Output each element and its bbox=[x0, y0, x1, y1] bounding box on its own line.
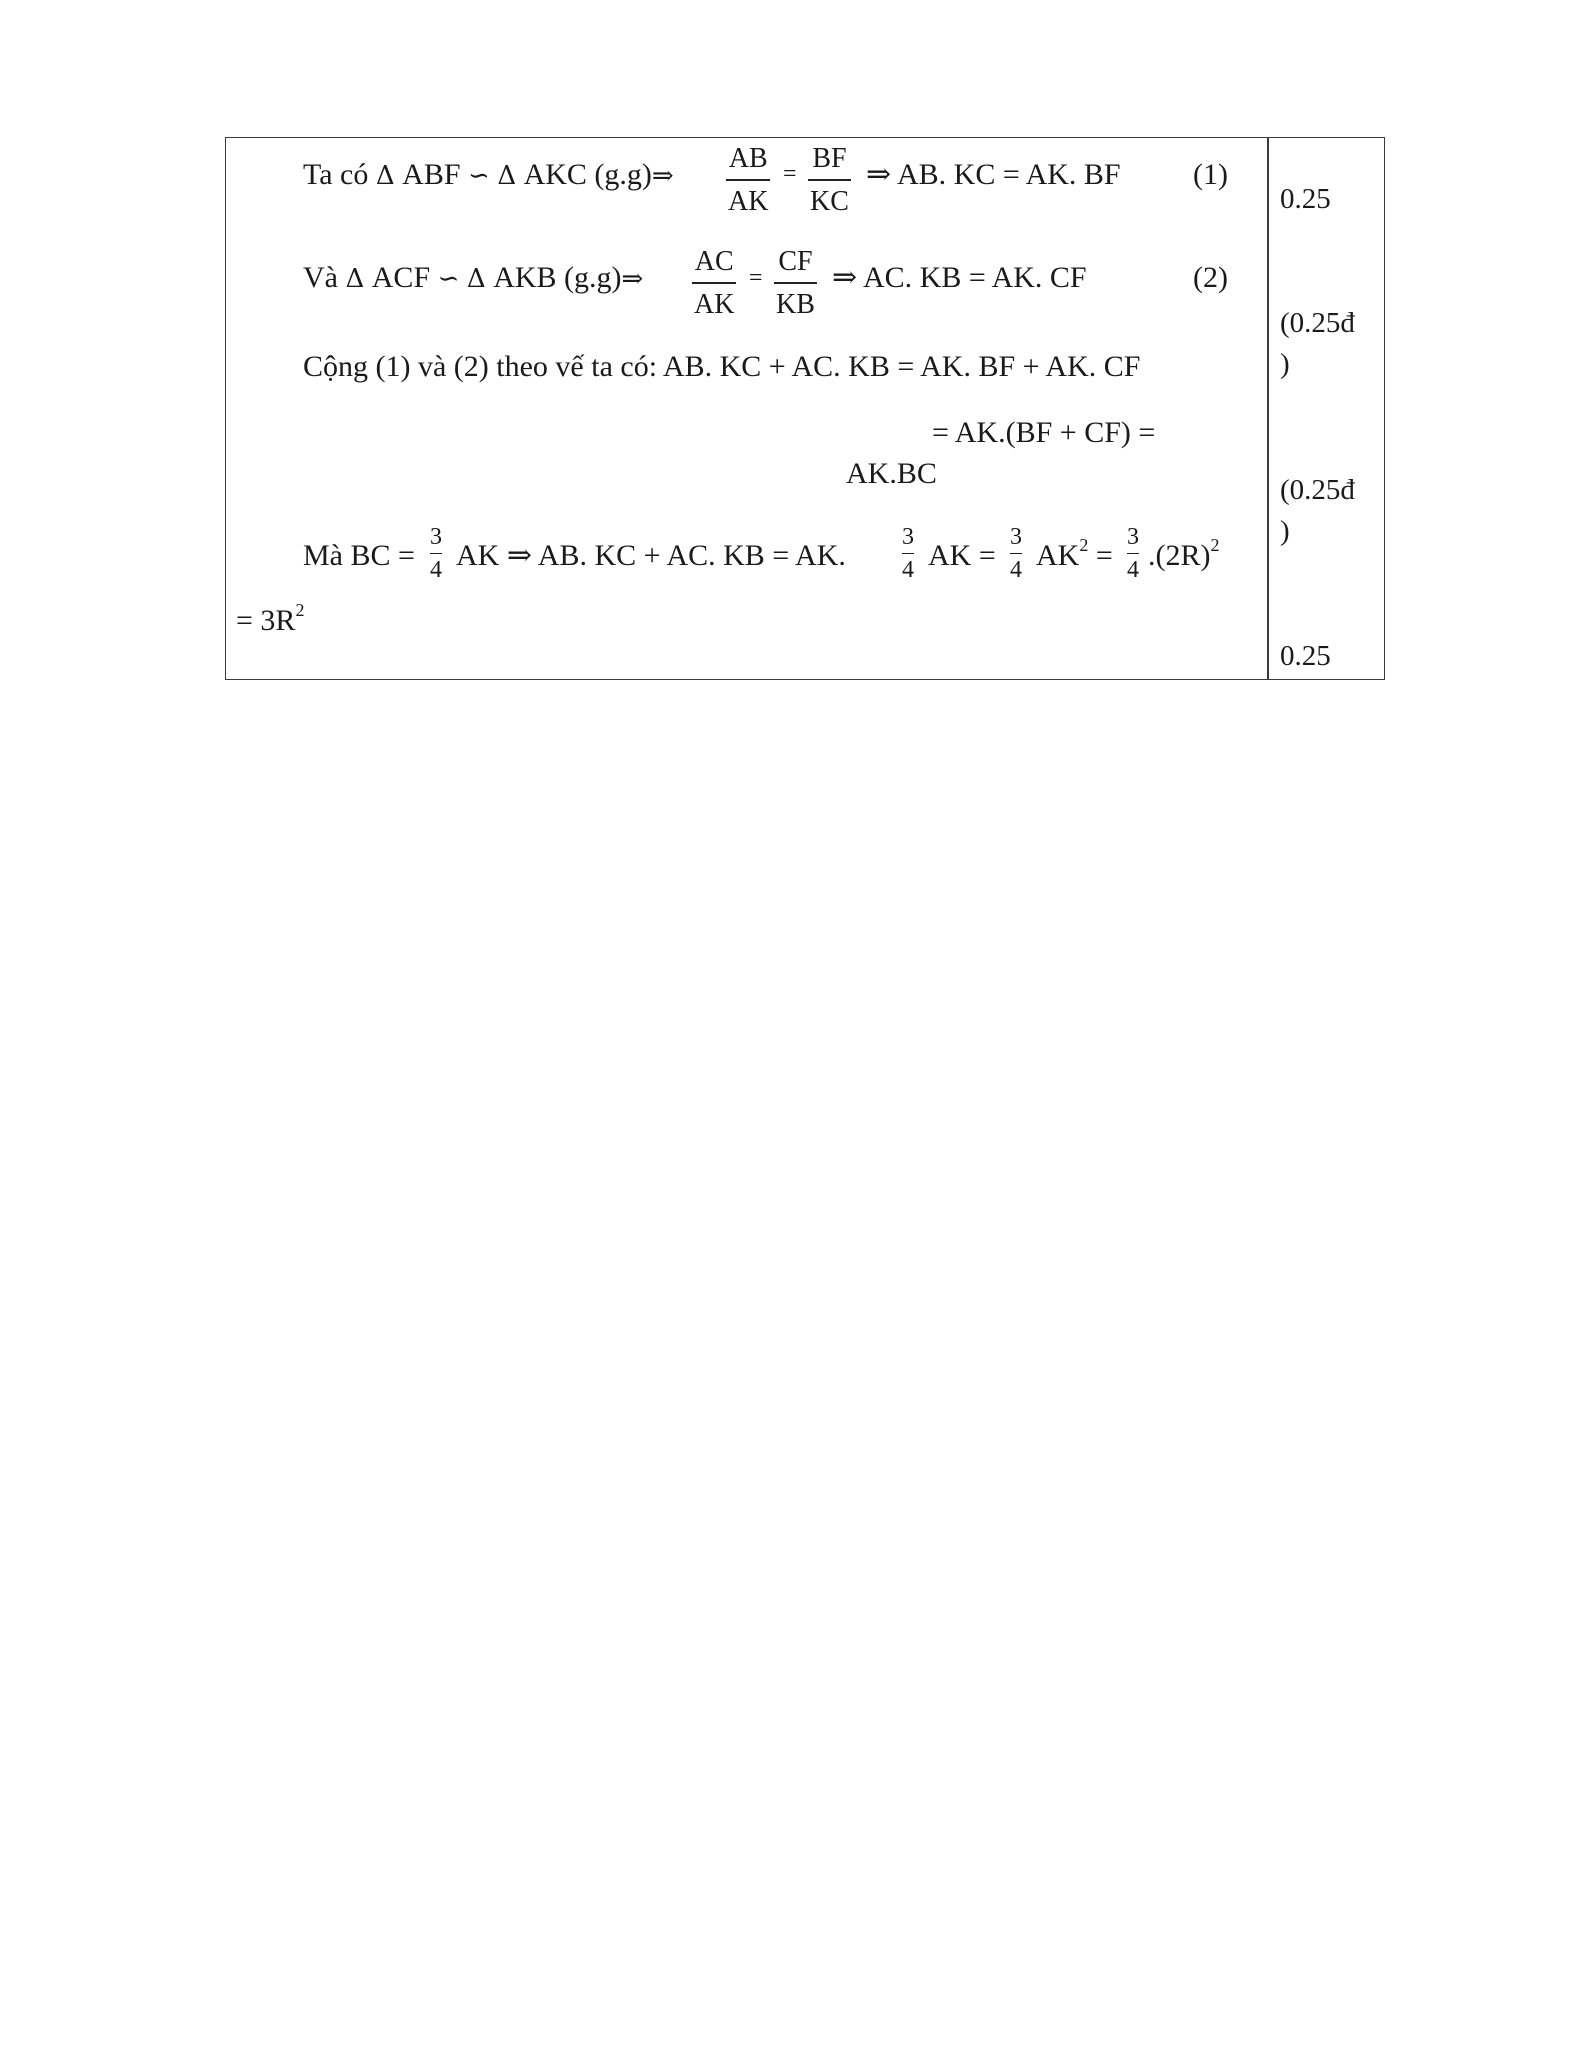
line6-fraction-3: 3 4 bbox=[1010, 524, 1022, 584]
score-1: 0.25 bbox=[1280, 183, 1331, 215]
line2-result: ⇒ AC. KB = AK. CF bbox=[832, 261, 1087, 294]
line3-text: Cộng (1) và (2) theo vế ta có: AB. KC + AC. KB = AK. BF + AK. CF bbox=[303, 350, 1141, 383]
line6-lead: Mà BC = bbox=[303, 539, 415, 572]
line2-fraction-ac-ak: AC AK bbox=[694, 246, 735, 320]
line7-text: = $3R^2$ bbox=[236, 600, 305, 637]
line1-fraction-bf-kc: BF KC bbox=[810, 143, 849, 217]
line1-equals: = bbox=[783, 161, 797, 187]
line1-result: ⇒ AB. KC = AK. BF bbox=[866, 158, 1121, 191]
score-3-line-b: ) bbox=[1280, 515, 1290, 547]
line1-tag: (1) bbox=[1193, 158, 1228, 191]
line6-part3: $AK^2$ = bbox=[1036, 535, 1113, 572]
line2-equals: = bbox=[749, 265, 763, 291]
score-3-line-a: (0.25đ bbox=[1280, 474, 1355, 506]
line6-part1: AK ⇒ AB. KC + AC. KB = AK. bbox=[456, 539, 846, 572]
line4-text: = AK.(BF + CF) = bbox=[932, 416, 1156, 449]
line6-fraction-1: 3 4 bbox=[430, 524, 442, 584]
line2-fraction-cf-kb: CF KB bbox=[776, 246, 815, 320]
line2-lead: Và Δ ACF ∽ Δ AKB (g.g)⇒ bbox=[303, 261, 644, 294]
column-divider bbox=[1267, 137, 1269, 680]
line5-text: AK.BC bbox=[846, 457, 937, 490]
score-2-line-b: ) bbox=[1280, 348, 1290, 380]
score-4: 0.25 bbox=[1280, 640, 1331, 672]
line6-part2: AK = bbox=[928, 539, 996, 572]
line1-lead: Ta có Δ ABF ∽ Δ AKC (g.g)⇒ bbox=[303, 158, 674, 191]
score-2-line-a: (0.25đ bbox=[1280, 307, 1355, 339]
answer-table bbox=[225, 137, 1385, 680]
line6-fraction-4: 3 4 bbox=[1127, 524, 1139, 584]
line2-tag: (2) bbox=[1193, 261, 1228, 294]
line1-fraction-ab-ak: AB AK bbox=[728, 143, 769, 217]
line6-part5: $.(2R)^2$ bbox=[1148, 535, 1220, 572]
line6-fraction-2: 3 4 bbox=[902, 524, 914, 584]
